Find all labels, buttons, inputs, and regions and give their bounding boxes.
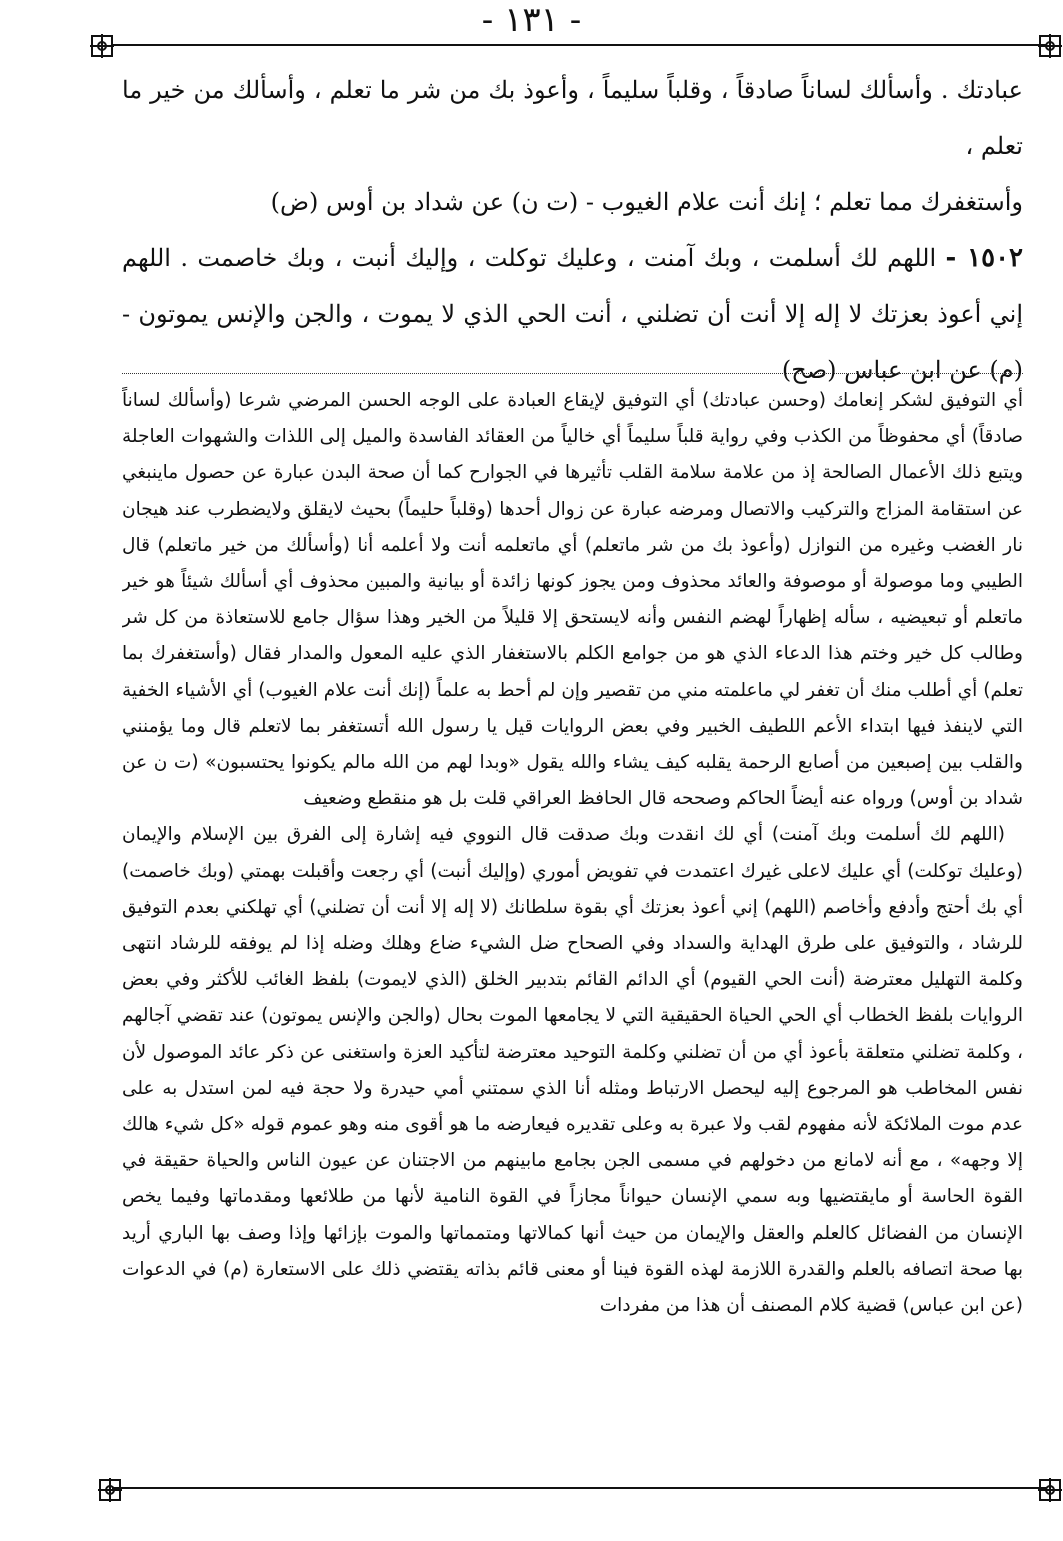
bottom-rule	[112, 1487, 1047, 1489]
main-line-2: وأستغفرك مما تعلم ؛ إنك أنت علام الغيوب - (ت ن) عن شداد بن أوس (ض)	[270, 188, 1023, 216]
hadith-text: اللهم لك أسلمت ، وبك آمنت ، وعليك توكلت ، وإليك أنبت ، وبك خاصمت . اللهم إني أعوذ بعزتك لا إله إلا أنت أن تضلني ، أنت الحي الذي لا يموت ، والجن والإنس يموتون - (م) عن ابن عباس (صح)	[122, 244, 1023, 384]
page-number: - ١٣١ -	[481, 0, 582, 40]
main-hadith-text	[122, 62, 1023, 382]
commentary-paragraph-2: (اللهم لك أسلمت وبك آمنت) أي لك انقدت وبك صدقت قال النووي فيه إشارة إلى الفرق بين الإسلام والإيمان (وعليك توكلت) أي عليك لاعلى غيرك اعتمدت في تفويض أموري (وإليك أنبت) أي رجعت وأقبلت بهمتي (وبك خاصمت) أي بك أحتج وأدفع وأخاصم (اللهم) إني أعوذ بعزتك أي بقوة سلطانك (لا إله إلا أنت أن تضلني) أي تهلكني بعدم التوفيق للرشاد ، والتوفيق على طرق الهداية والسداد وفي الصحاح ضل الشيء ضاع وهلك وضله إذا لم يوفقه للرشاد انتهى وكلمة التهليل معترضة (أنت الحي القيوم) أي الدائم القائم بتدبير الخلق (الذي لايموت) بلفظ الغائب للأكثر وفي بعض الروايات بلفظ الخطاب أي الحي الحياة الحقيقية التي لا يجامعها الموت بحال (والجن والإنس يموتون) عند تقضي آجالهم ، وكلمة تضلني متعلقة بأعوذ أي من أن تضلني وكلمة التوحيد معترضة لتأكيد العزة واستغنى عن ذكر عائد الموصول لأن نفس المخاطب هو المرجوع إليه ليحصل الارتباط ومثله أنا الذي سمتني أمي حيدرة ولا حجة فيه لمن استدل به على عدم موت الملائكة لأنه مفهوم لقب ولا عبرة به وعلى تقديره فيعارضه ما هو أقوى منه وهو عموم قوله «كل شيء هالك إلا وجهه» ، مع أنه لامانع من دخولهم في مسمى الجن بجامع مابينهم من الاجتنان عن عيون الناس والحياة حقيقة في القوة الحاسة أو مايقتضيها وبه سمي الإنسان حيواناً مجازاً في القوة النامية لأنها من طلائعها ومقدماتها وفيما يخص الإنسان من الفضائل كالعلم والعقل والإيمان من حيث أنها كمالاتها ومتمماتها والموت بإزائها وإذا وصف بها الباري أريد بها صحة اتصافه بالعلم والقدرة اللازمة لهذه القوة فينا أو معنى قائم بذاته يقتضي ذلك على الاستعارة (م) في الدعوات (عن ابن عباس) قضية كلام المصنف أن هذا من مفردات	[122, 824, 1023, 1317]
corner-ornament-top-right-icon	[1036, 32, 1063, 60]
hadith-number: ١٥٠٢ -	[945, 243, 1023, 273]
corner-ornament-top-left-icon	[88, 32, 116, 60]
commentary-text	[122, 383, 1023, 1477]
dotted-divider	[122, 373, 1023, 374]
commentary-paragraph-1: أي التوفيق لشكر إنعامك (وحسن عبادتك) أي التوفيق لإيقاع العبادة على الوجه الحسن المرضي شرعا (وأسألك لساناً صادقاً) أي محفوظاً من الكذب وفي رواية قلباً سليماً أي خالياً من العقائد الفاسدة والميل إلى اللذات والشهوات العاجلة ويتبع ذلك الأعمال الصالحة إذ من علامة سلامة القلب تأثيرها في الجوارح كما أن صحة البدن عبارة عن حصول ماينبغي عن استقامة المزاج والتركيب والاتصال ومرضه عبارة عن زوال أحدها (وقلباً حليماً) بحيث لايقلق ولايضطرب عند هيجان نار الغضب وغيره من النوازل (وأعوذ بك من شر ماتعلم) أي ماتعلمه أنت ولا أعلمه أنا (وأسألك من خير ماتعلم) قال الطيبي وما موصولة أو موصوفة والعائد محذوف ومن يجوز كونها زائدة أو بيانية والمبين محذوف أي أسألك شيئاً هو خير ماتعلم أو تبعيضيه ، سأله إظهاراً لهضم النفس وأنه لايستحق إلا قليلاً من الخير وهذا سؤال جامع للاستعاذة من كل شر وطالب كل خير وختم هذا الدعاء الذي هو من جوامع الكلم بالاستغفار الذي عليه المعول والمدار فقال (وأستغفرك بما تعلم) أي أطلب منك أن تغفر لي ماعلمته مني من تقصير وإن لم أحط به علماً (إنك أنت علام الغيوب) أي الأشياء الخفية التي لاينفذ فيها ابتداء الأعم اللطيف الخبير وفي بعض الروايات قيل يا رسول الله أتستغفر بما لاتعلم قال وما يؤمنني والقلب بين إصبعين من أصابع الرحمة يقلبه كيف يشاء والله يقول «وبدا لهم من الله مالم يكونوا يحتسبون» (ت ن عن شداد بن أوس) ورواه عنه أيضاً الحاكم وصححه قال الحافظ العراقي قلت بل هو منقطع وضعيف	[122, 390, 1023, 810]
corner-ornament-bottom-right-icon	[1036, 1476, 1063, 1504]
top-rule	[112, 44, 1047, 46]
corner-ornament-bottom-left-icon	[96, 1476, 124, 1504]
main-line-1: عبادتك . وأسألك لساناً صادقاً ، وقلباً سليماً ، وأعوذ بك من شر ما تعلم ، وأسألك من خير ما تعلم ،	[122, 76, 1023, 160]
